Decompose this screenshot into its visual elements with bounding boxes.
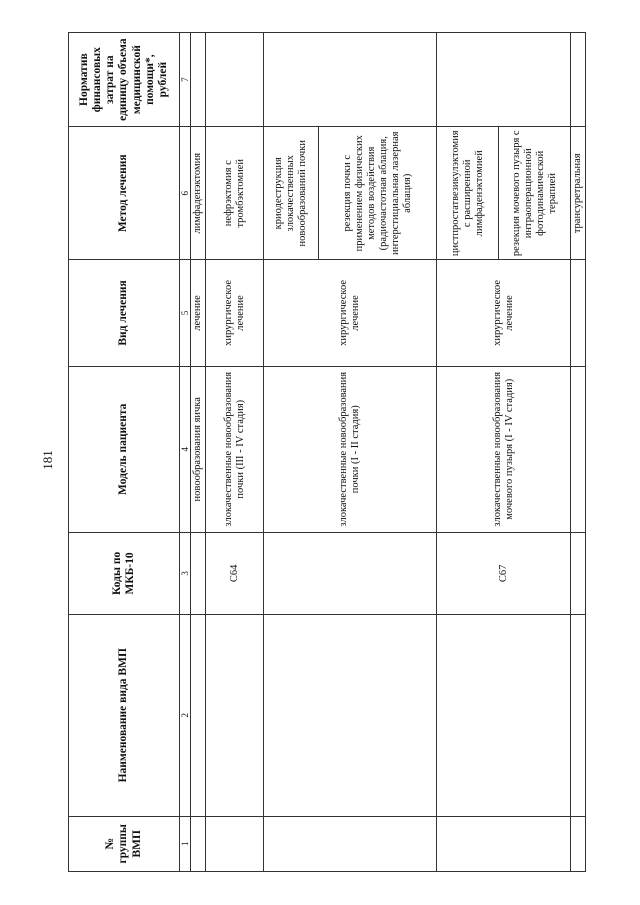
table-row — [206, 33, 264, 872]
table-row — [191, 33, 206, 872]
vmp-table — [68, 32, 586, 872]
column-number: 1 — [180, 816, 191, 871]
column-number-row — [180, 33, 191, 872]
table-row — [571, 33, 586, 872]
icd-code-cell: C64 — [206, 532, 264, 614]
header-row — [69, 33, 180, 872]
icd-code-cell: C67 — [437, 532, 571, 614]
column-number: 2 — [180, 614, 191, 816]
rotated-table-wrapper — [68, 32, 584, 872]
page-number: 181 — [40, 450, 55, 470]
treatment-type-cell: хирургическое лечение — [206, 260, 264, 366]
treatment-method-cell: нефрэктомия с тромбэктомией — [206, 127, 264, 260]
patient-model-cell: злокачественные новообразования почки (III - IV стадия) — [206, 366, 264, 532]
header-cost-norm: Норматив финансовых затрат на единицу объема медицинской помощи*, рублей — [69, 33, 180, 127]
column-number: 5 — [180, 260, 191, 366]
treatment-type-cell: хирургическое лечение — [264, 260, 437, 366]
header-treatment-type: Вид лечения — [69, 260, 180, 366]
patient-model-cell: злокачественные новообразования почки (I - II стадия) — [264, 366, 437, 532]
table-row — [437, 33, 499, 872]
patient-model-cell: новообразования яичка — [191, 366, 206, 532]
column-number: 3 — [180, 532, 191, 614]
header-patient-model: Модель пациента — [69, 366, 180, 532]
treatment-method-cell: резекция мочевого пузыря с интраоперационной фотодинамической терапией — [499, 127, 571, 260]
treatment-method-cell: цистпростатвезикулэктомия с расширенной лимфаденэктомией — [437, 127, 499, 260]
treatment-method-cell: трансуретральная — [571, 127, 586, 260]
patient-model-cell: злокачественные новообразования мочевого пузыря (I - IV стадия) — [437, 366, 571, 532]
treatment-method-cell: криодеструкция злокачественных новообразований почки — [264, 127, 319, 260]
header-group-number: № группы ВМП — [69, 816, 180, 871]
treatment-method-cell: резекция почки с применением физических методов воздействия (радиочастотная аблация, интерстициальная лазерная аблация) — [319, 127, 437, 260]
column-number: 6 — [180, 127, 191, 260]
header-vmp-name: Наименование вида ВМП — [69, 614, 180, 816]
header-treatment-method: Метод лечения — [69, 127, 180, 260]
treatment-type-cell: лечение — [191, 260, 206, 366]
treatment-method-cell: лимфаденэктомия — [191, 127, 206, 260]
table-row — [264, 33, 319, 872]
column-number: 4 — [180, 366, 191, 532]
column-number: 7 — [180, 33, 191, 127]
header-icd-codes: Коды по МКБ-10 — [69, 532, 180, 614]
treatment-type-cell: хирургическое лечение — [437, 260, 571, 366]
